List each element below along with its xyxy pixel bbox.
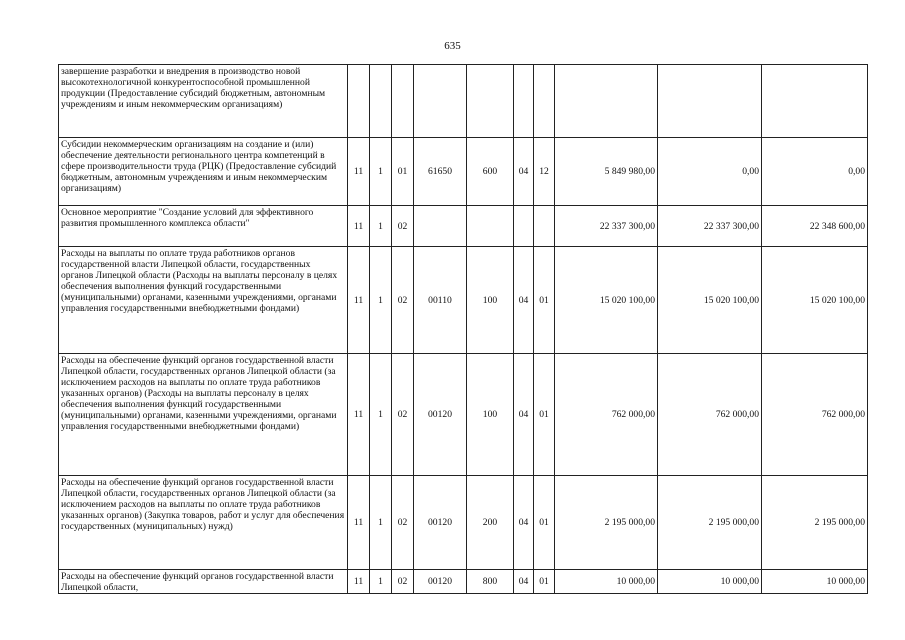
cell-program: 11 [348,206,370,247]
cell-sum-year3: 10 000,00 [762,570,868,594]
cell-section: 04 [514,247,534,354]
cell-expense-type: 200 [467,476,514,570]
cell-program: 11 [348,138,370,206]
cell-direction: 00120 [414,476,467,570]
table-row [59,570,868,594]
row-description: Расходы на обеспечение функций органов государственной власти Липецкой области, государственных органов Липецкой области (за исключением расходов на выплаты по оплате труда работников указанных органов) (Расходы на выплаты персоналу в целях обеспечения выполнения функций государственными (муниципальными) органами, казенными учреждениями, органами управления государственными внебюджетными фондами) [59,354,348,476]
cell-direction: 00110 [414,247,467,354]
cell-subprogram: 1 [370,138,392,206]
cell-subprogram: 1 [370,247,392,354]
row-description: Расходы на обеспечение функций органов государственной власти Липецкой области, [59,570,348,594]
cell-direction: 00120 [414,354,467,476]
row-description: Основное мероприятие "Создание условий для эффективного развития промышленного комплекса области" [59,206,348,247]
cell-section: 04 [514,138,534,206]
cell-sum-year1 [555,65,658,138]
cell-sum-year3: 15 020 100,00 [762,247,868,354]
table-row [59,138,868,206]
cell-direction: 61650 [414,138,467,206]
cell-sum-year1: 5 849 980,00 [555,138,658,206]
cell-expense-type: 600 [467,138,514,206]
cell-expense-type: 800 [467,570,514,594]
cell-subprogram [370,65,392,138]
cell-sum-year1: 2 195 000,00 [555,476,658,570]
cell-program: 11 [348,247,370,354]
cell-program: 11 [348,570,370,594]
cell-sum-year2: 15 020 100,00 [658,247,762,354]
cell-sum-year3: 762 000,00 [762,354,868,476]
cell-expense-type: 100 [467,247,514,354]
cell-section: 04 [514,476,534,570]
table-row [59,247,868,354]
cell-main-event: 02 [392,354,414,476]
cell-sum-year2 [658,65,762,138]
row-description: Расходы на обеспечение функций органов государственной власти Липецкой области, государственных органов Липецкой области (за исключением расходов на выплаты по оплате труда работников указанных органов) (Закупка товаров, работ и услуг для обеспечения государственных (муниципальных) нужд) [59,476,348,570]
cell-sum-year3: 0,00 [762,138,868,206]
cell-subsection: 01 [534,354,555,476]
cell-section [514,65,534,138]
cell-subprogram: 1 [370,206,392,247]
row-description: Субсидии некоммерческим организациям на создание и (или) обеспечение деятельности регионального центра компетенций в сфере производительности труда (РЦК) (Предоставление субсидий бюджетным, автономным учреждениям и иным некоммерческим организациям) [59,138,348,206]
cell-main-event: 02 [392,247,414,354]
cell-subprogram: 1 [370,354,392,476]
cell-sum-year3: 2 195 000,00 [762,476,868,570]
page-number: 635 [444,40,461,52]
cell-main-event: 02 [392,206,414,247]
cell-direction [414,206,467,247]
cell-subprogram: 1 [370,476,392,570]
cell-sum-year2: 2 195 000,00 [658,476,762,570]
table-row [59,354,868,476]
cell-subprogram: 1 [370,570,392,594]
cell-sum-year3: 22 348 600,00 [762,206,868,247]
cell-section: 04 [514,570,534,594]
table-row [59,206,868,247]
cell-sum-year1: 10 000,00 [555,570,658,594]
cell-main-event: 02 [392,570,414,594]
cell-main-event [392,65,414,138]
cell-sum-year2: 22 337 300,00 [658,206,762,247]
table-row [59,476,868,570]
cell-program [348,65,370,138]
cell-subsection [534,65,555,138]
cell-sum-year2: 10 000,00 [658,570,762,594]
cell-program: 11 [348,354,370,476]
cell-sum-year2: 0,00 [658,138,762,206]
cell-sum-year1: 15 020 100,00 [555,247,658,354]
cell-subsection: 01 [534,247,555,354]
cell-sum-year1: 762 000,00 [555,354,658,476]
cell-subsection: 01 [534,476,555,570]
cell-sum-year1: 22 337 300,00 [555,206,658,247]
cell-main-event: 01 [392,138,414,206]
budget-table [58,64,868,594]
cell-section [514,206,534,247]
cell-expense-type: 100 [467,354,514,476]
cell-sum-year3 [762,65,868,138]
cell-direction: 00120 [414,570,467,594]
cell-subsection: 12 [534,138,555,206]
cell-section: 04 [514,354,534,476]
cell-main-event: 02 [392,476,414,570]
table-row [59,65,868,138]
cell-direction [414,65,467,138]
row-description: Расходы на выплаты по оплате труда работников органов государственной власти Липецкой области, государственных органов Липецкой области (Расходы на выплаты персоналу в целях обеспечения выполнения функций государственными (муниципальными) органами, казенными учреждениями, органами управления государственными внебюджетными фондами) [59,247,348,354]
cell-sum-year2: 762 000,00 [658,354,762,476]
cell-subsection: 01 [534,570,555,594]
cell-expense-type [467,206,514,247]
row-description: завершение разработки и внедрения в производство новой высокотехнологичной конкурентоспособной промышленной продукции (Предоставление субсидий бюджетным, автономным учреждениям и иным некоммерческим организациям) [59,65,348,138]
cell-program: 11 [348,476,370,570]
cell-expense-type [467,65,514,138]
cell-subsection [534,206,555,247]
